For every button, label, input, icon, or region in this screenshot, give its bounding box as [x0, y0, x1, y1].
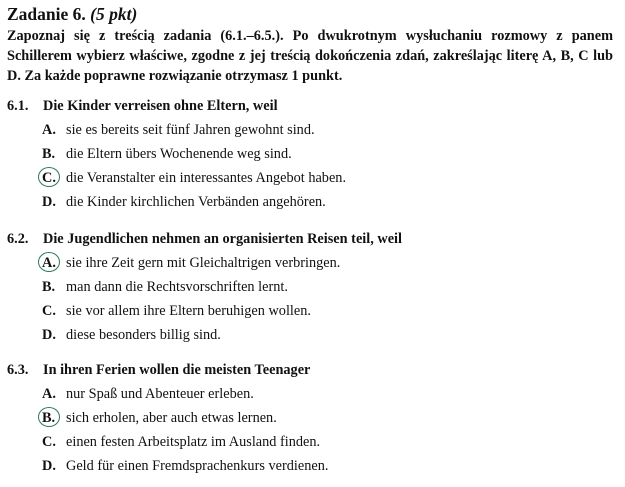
answer-option-d[interactable]: [7, 323, 617, 347]
selected-answer-circle: [38, 407, 60, 427]
question-number: 6.1.: [7, 98, 29, 114]
option-letter: A.: [42, 255, 56, 271]
question-number: 6.2.: [7, 231, 29, 247]
answer-option-a[interactable]: [7, 118, 617, 142]
option-letter: C.: [42, 303, 56, 319]
answer-option-b[interactable]: [7, 406, 617, 430]
question-text: Die Jugendlichen nehmen an organisierten Reisen teil, weil: [43, 231, 402, 247]
option-text: sie ihre Zeit gern mit Gleichaltrigen verbringen.: [66, 255, 341, 271]
option-text: sich erholen, aber auch etwas lernen.: [66, 410, 277, 426]
answer-option-b[interactable]: [7, 275, 617, 299]
option-text: diese besonders billig sind.: [66, 327, 221, 343]
question-6-2: [7, 229, 617, 347]
option-letter: D.: [42, 327, 56, 343]
question-6-1: [7, 96, 617, 214]
option-letter: A.: [42, 122, 56, 138]
task-instruction: Zapoznaj się z treścią zadania (6.1.–6.5.). Po dwukrotnym wysłuchaniu rozmowy z panem Schillerem wybierz właściwe, zgodne z jej treścią dokończenia zdań, zakreślając literę A, B, C lub D. Za każde poprawne rozwiązanie otrzymasz 1 punkt.: [7, 28, 613, 84]
option-letter: B.: [42, 279, 56, 295]
option-text: die Eltern übers Wochenende weg sind.: [66, 146, 292, 162]
answer-option-c[interactable]: [7, 166, 617, 190]
task-number: Zadanie 6.: [7, 4, 86, 24]
selected-answer-circle: [38, 252, 60, 272]
option-text: einen festen Arbeitsplatz im Ausland finden.: [66, 434, 321, 450]
option-letter: D.: [42, 458, 56, 474]
question-stem: [7, 96, 617, 116]
selected-answer-circle: [38, 167, 60, 187]
task-title: [7, 3, 617, 25]
question-stem: [7, 229, 617, 249]
answer-option-c[interactable]: [7, 299, 617, 323]
option-text: man dann die Rechtsvorschriften lernt.: [66, 279, 288, 295]
option-text: sie es bereits seit fünf Jahren gewohnt sind.: [66, 122, 315, 138]
question-number: 6.3.: [7, 362, 29, 378]
answer-option-d[interactable]: [7, 190, 617, 214]
answer-option-c[interactable]: [7, 430, 617, 454]
task-points: (5 pkt): [90, 4, 138, 24]
option-text: die Kinder kirchlichen Verbänden angehören.: [66, 194, 326, 210]
option-letter: D.: [42, 194, 56, 210]
question-text: Die Kinder verreisen ohne Eltern, weil: [43, 98, 278, 114]
answer-option-a[interactable]: [7, 251, 617, 275]
answer-option-b[interactable]: [7, 142, 617, 166]
option-letter: C.: [42, 170, 56, 186]
option-letter: A.: [42, 386, 56, 402]
option-text: die Veranstalter ein interessantes Angebot haben.: [66, 170, 347, 186]
option-letter: C.: [42, 434, 56, 450]
option-text: sie vor allem ihre Eltern beruhigen wollen.: [66, 303, 311, 319]
answer-option-d[interactable]: [7, 454, 617, 478]
option-text: nur Spaß und Abenteuer erleben.: [66, 386, 254, 402]
option-letter: B.: [42, 410, 56, 426]
question-stem: [7, 360, 617, 380]
question-text: In ihren Ferien wollen die meisten Teenager: [43, 362, 311, 378]
option-letter: B.: [42, 146, 56, 162]
answer-option-a[interactable]: [7, 382, 617, 406]
exam-page: [7, 3, 617, 86]
question-6-3: [7, 360, 617, 478]
option-text: Geld für einen Fremdsprachenkurs verdienen.: [66, 458, 329, 474]
